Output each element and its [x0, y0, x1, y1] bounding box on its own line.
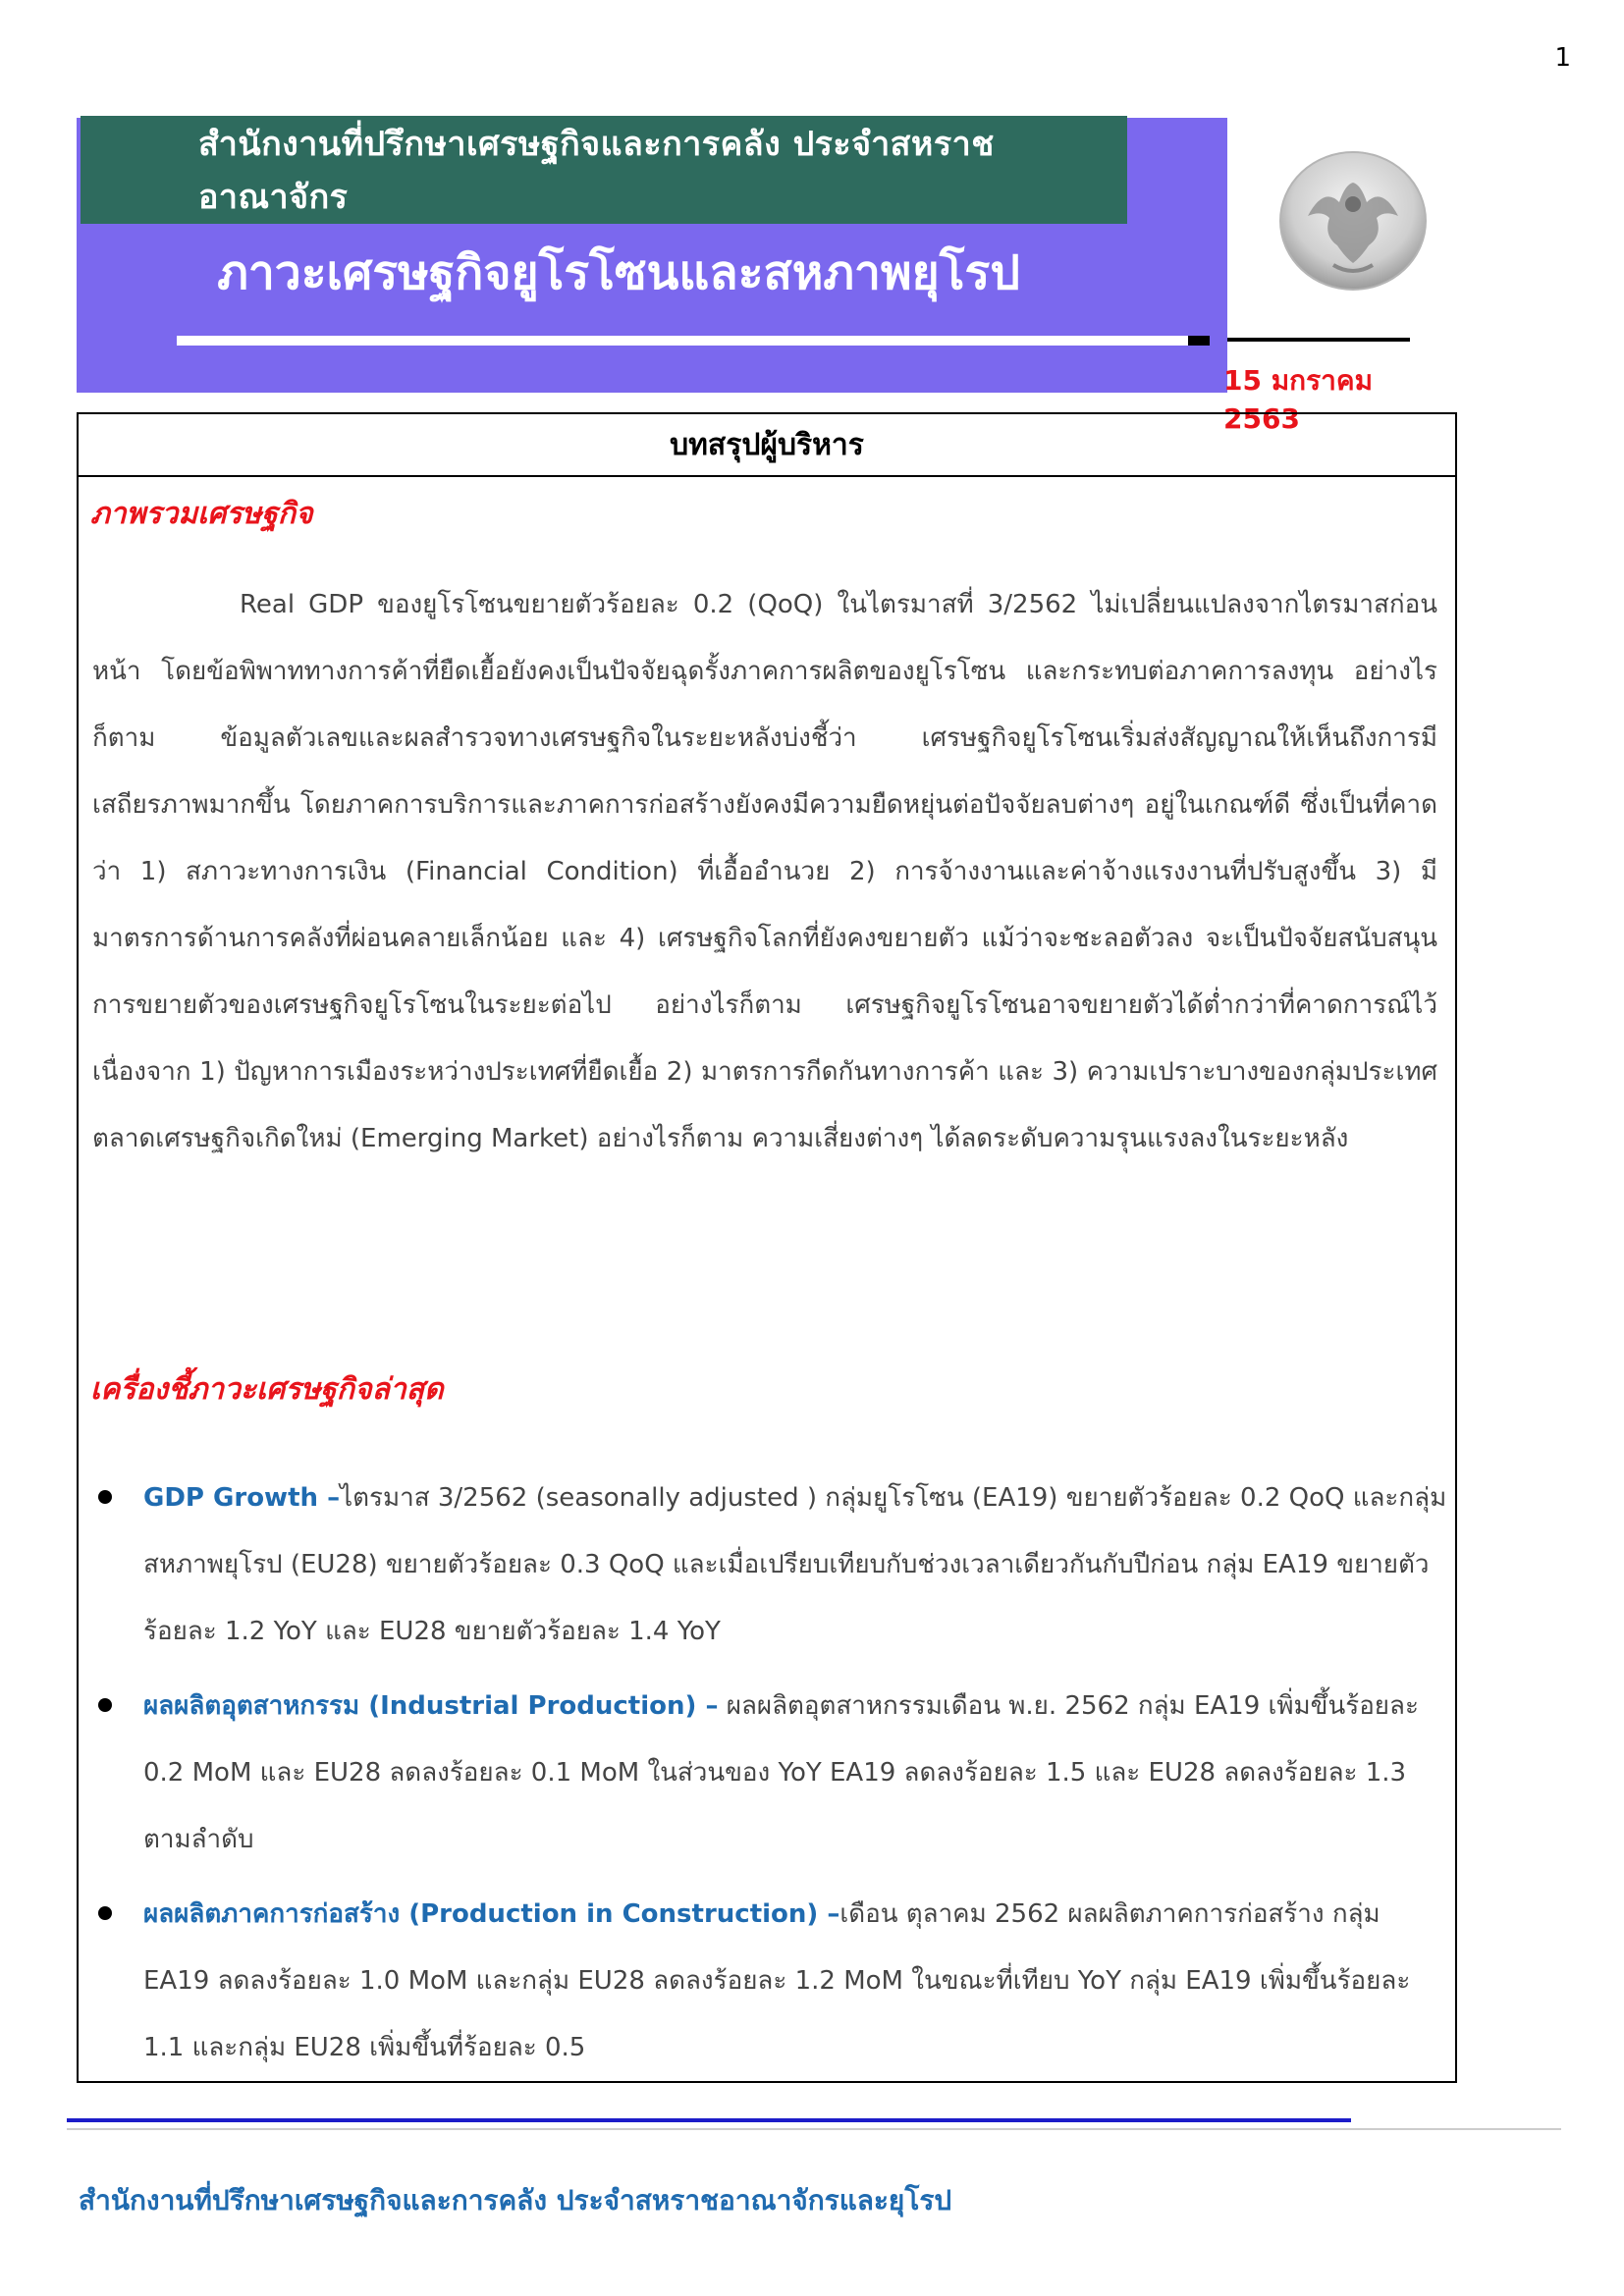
indicator-label: GDP Growth – — [143, 1483, 341, 1513]
banner-divider-end — [1188, 336, 1210, 346]
report-title: ภาวะเศรษฐกิจยูโรโซนและสหภาพยุโรป — [217, 245, 1020, 300]
overview-paragraph: Real GDP ของยูโรโซนขยายตัวร้อยละ 0.2 (QoQ) ในไตรมาสที่ 3/2562 ไม่เปลี่ยนแปลงจากไตรมาสก่อนหน้า โดยข้อพิพาททางการค้าที่ยืดเยื้อยังคงเป็นปัจจัยฉุดรั้งภาคการผลิตของยูโรโซน และกระทบต่อภาคการลงทุน อย่างไรก็ตาม ข้อมูลตัวเลขและผลสำรวจทางเศรษฐกิจในระยะหลังบ่งชี้ว่า เศรษฐกิจยูโรโซนเริ่มส่งสัญญาณให้เห็นถึงการมีเสถียรภาพมากขึ้น โดยภาคการบริการและภาคการก่อสร้างยังคงมีความยืดหยุ่นต่อปัจจัยลบต่างๆ อยู่ในเกณฑ์ดี ซึ่งเป็นที่คาดว่า 1) สภาวะทางการเงิน (Financial Condition) ที่เอื้ออำนวย 2) การจ้างงานและค่าจ้างแรงงานที่ปรับสูงขึ้น 3) มีมาตรการด้านการคลังที่ผ่อนคลายเล็กน้อย และ 4) เศรษฐกิจโลกที่ยังคงขยายตัว แม้ว่าจะชะลอตัวลง จะเป็นปัจจัยสนับสนุนการขยายตัวของเศรษฐกิจยูโรโซนในระยะต่อไป อย่างไรก็ตาม เศรษฐกิจยูโรโซนอาจขยายตัวได้ต่ำกว่าที่คาดการณ์ไว้ เนื่องจาก 1) ปัญหาการเมืองระหว่างประเทศที่ยืดเยื้อ 2) มาตรการกีดกันทางการค้า และ 3) ความเปราะบางของกลุ่มประเทศตลาดเศรษฐกิจเกิดใหม่ (Emerging Market) อย่างไรก็ตาม ความเสี่ยงต่างๆ ได้ลดระดับความรุนแรงลงในระยะหลัง — [92, 590, 1437, 1153]
indicator-text: ไตรมาส 3/2562 (seasonally adjusted ) กลุ่มยูโรโซน (EA19) ขยายตัวร้อยละ 0.2 QoQ และกลุ่มสหภาพยุโรป (EU28) ขยายตัวร้อยละ 0.3 QoQ และเมื่อเปรียบเทียบกับช่วงเวลาเดียวกันกับปีก่อน กลุ่ม EA19 ขยายตัวร้อยละ 1.2 YoY และ EU28 ขยายตัวร้อยละ 1.4 YoY — [143, 1483, 1447, 1646]
report-date: 15 มกราคม 2563 — [1223, 364, 1374, 435]
date-rule — [1227, 338, 1410, 342]
executive-summary-box — [77, 412, 1457, 2083]
footer-divider — [67, 2118, 1351, 2122]
summary-header: บทสรุปผู้บริหาร — [79, 414, 1455, 477]
indicator-text: ผลผลิตอุตสาหกรรมเดือน พ.ย. 2562 กลุ่ม EA19 เพิ่มขึ้นร้อยละ 0.2 MoM และ EU28 ลดลงร้อยละ 0.1 MoM ในส่วนของ YoY EA19 ลดลงร้อยละ 1.5 และ EU28 ลดลงร้อยละ 1.3 ตามลำดับ — [143, 1691, 1419, 1854]
list-item — [92, 1673, 1447, 1873]
bullet-icon — [98, 1906, 112, 1920]
office-name: สำนักงานที่ปรึกษาเศรษฐกิจและการคลัง ประจำสหราชอาณาจักร — [198, 125, 995, 217]
office-name-bar — [81, 116, 1127, 224]
list-item — [92, 1881, 1447, 2081]
banner-divider — [177, 336, 1188, 346]
footer-rule — [67, 2128, 1561, 2130]
indicator-label: ผลผลิตภาคการก่อสร้าง (Production in Construction) – — [143, 1899, 840, 1929]
garuda-emblem-icon — [1274, 147, 1432, 294]
overview-heading: ภาพรวมเศรษฐกิจ — [90, 497, 313, 531]
footer-office-name: สำนักงานที่ปรึกษาเศรษฐกิจและการคลัง ประจำสหราชอาณาจักรและยุโรป — [79, 2184, 952, 2216]
indicator-list — [92, 1465, 1447, 2089]
bullet-icon — [98, 1698, 112, 1712]
indicator-text: เดือน ตุลาคม 2562 ผลผลิตภาคการก่อสร้าง กลุ่ม EA19 ลดลงร้อยละ 1.0 MoM และกลุ่ม EU28 ลดลงร้อยละ 1.2 MoM ในขณะที่เทียบ YoY กลุ่ม EA19 เพิ่มขึ้นร้อยละ 1.1 และกลุ่ม EU28 เพิ่มขึ้นที่ร้อยละ 0.5 — [143, 1899, 1411, 2062]
list-item — [92, 1465, 1447, 1665]
indicators-heading: เครื่องชี้ภาวะเศรษฐกิจล่าสุด — [90, 1372, 444, 1407]
indicator-label: ผลผลิตอุตสาหกรรม (Industrial Production) – — [143, 1691, 719, 1721]
page-number: 1 — [1554, 43, 1571, 73]
bullet-icon — [98, 1490, 112, 1504]
